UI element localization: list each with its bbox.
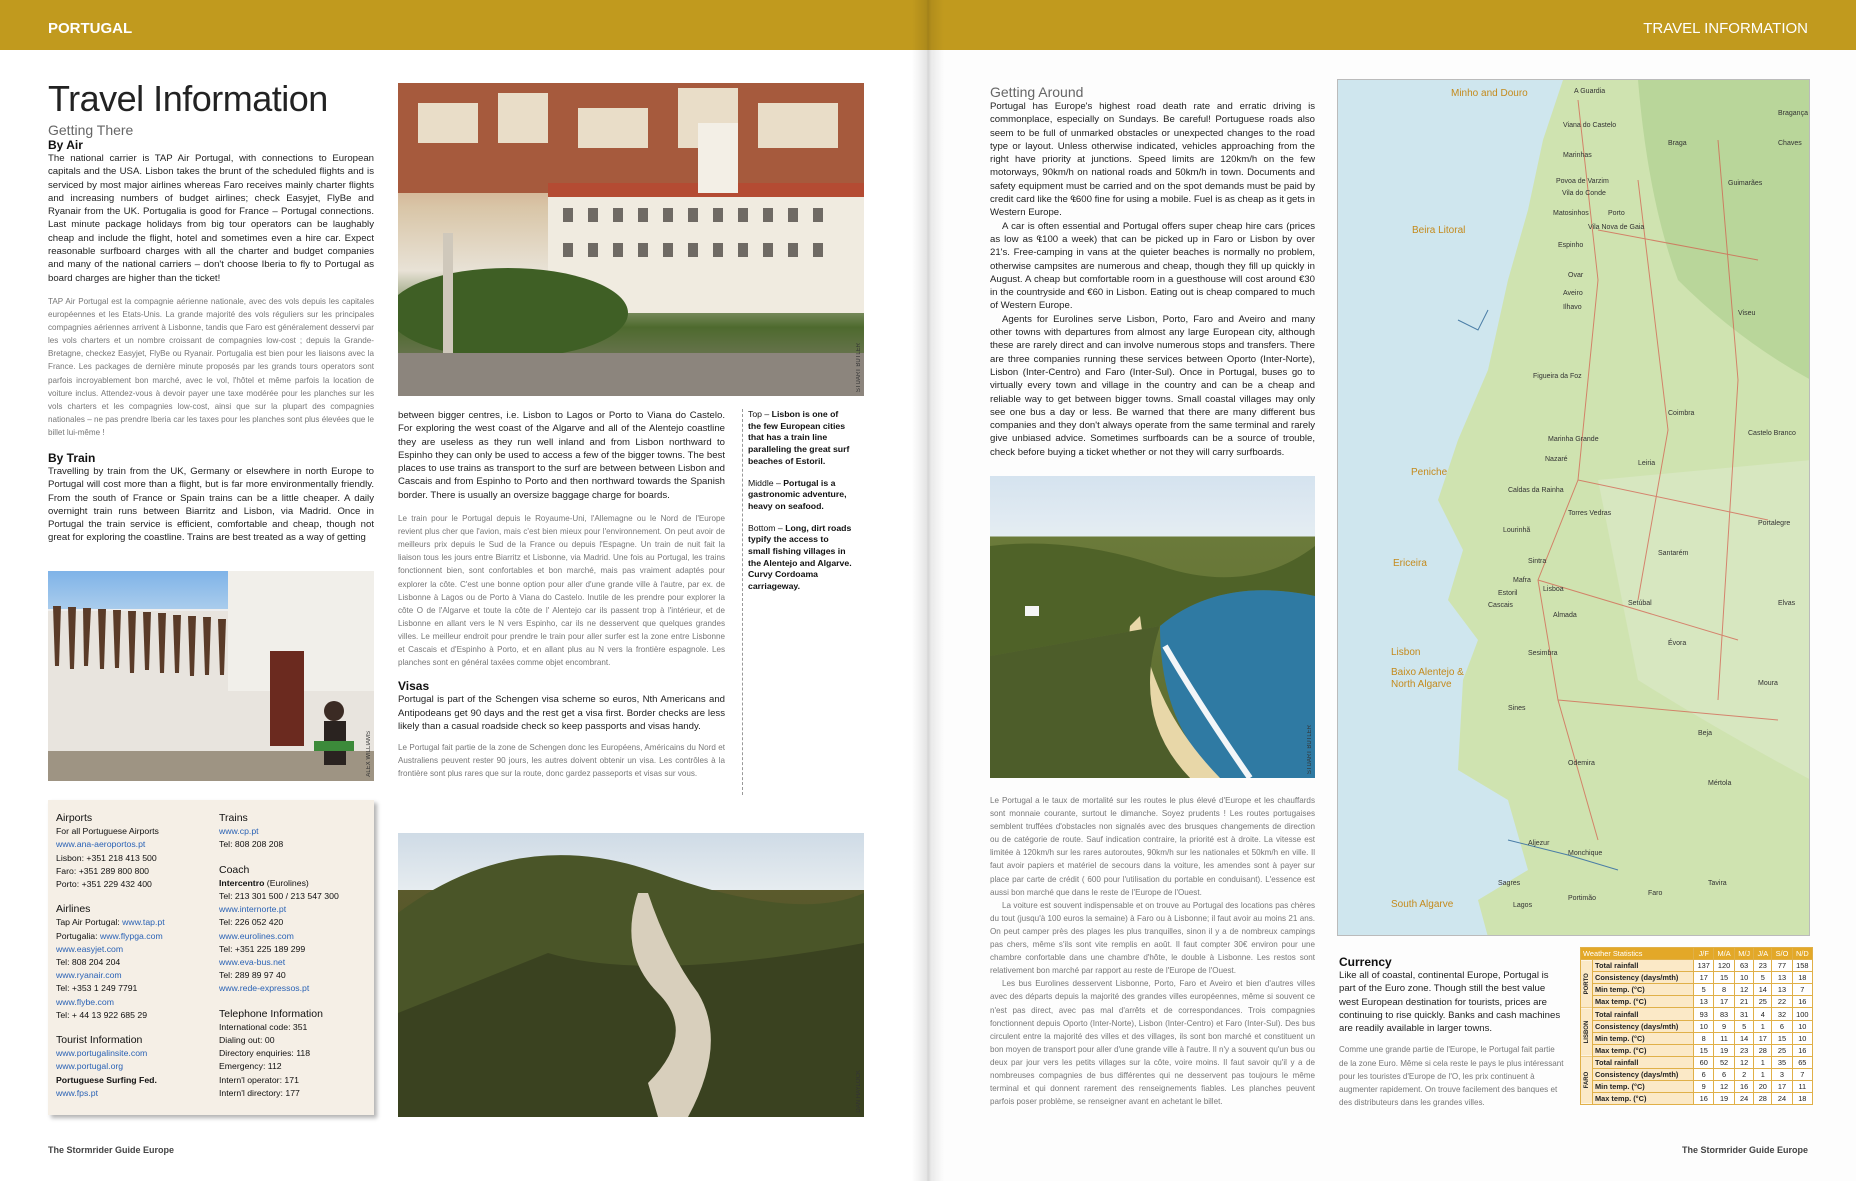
weather-cell: 60 xyxy=(1694,1056,1714,1068)
weather-cell: 13 xyxy=(1772,984,1792,996)
getting-around-column xyxy=(990,84,1315,459)
weather-cell: 32 xyxy=(1772,1008,1792,1020)
tap-line xyxy=(56,916,216,929)
weather-cell: 35 xyxy=(1772,1056,1792,1068)
getting-around-p1: Portugal has Europe's highest road death rate and erratic driving is commonplace, especially on Sundays. Be careful! Portuguese roads also seem to be full of unmarked obstacles or unexpected changes to the road type or layout. Unless otherwise indicated, vehicles approaching from the right have priority at junctions. Speed limits are 120km/h on the few motorways, 90km/h on national roads and 50km/h in town. Documents and safety equipment must be carried and on the spot demands must be paid by credit card like the ₠600 fine for using a mobile. Fuel is as cheap as it gets in Western Europe. xyxy=(990,101,1315,219)
weather-cell: 8 xyxy=(1694,1032,1714,1044)
porto-airport-phone: Porto: +351 229 432 400 xyxy=(56,879,152,890)
weather-cell: 17 xyxy=(1772,1081,1792,1093)
weather-cell: 24 xyxy=(1772,1093,1792,1105)
weather-cell: 17 xyxy=(1694,972,1714,984)
caption-top-label: Top – xyxy=(748,409,772,419)
page-title: Travel Information xyxy=(48,78,328,119)
caption-middle-label: Middle – xyxy=(748,477,784,488)
weather-row xyxy=(1581,1020,1813,1032)
weather-col-5: S/O xyxy=(1772,948,1792,960)
dried-fish-photo xyxy=(48,571,374,781)
map-place-label: Viana do Castelo xyxy=(1563,122,1617,129)
airports-link[interactable]: www.ana-aeroportos.pt xyxy=(56,839,146,850)
weather-cell: 16 xyxy=(1792,996,1812,1008)
weather-row-label: Total rainfall xyxy=(1593,960,1694,972)
lisbon-photo xyxy=(398,83,864,396)
weather-cell: 23 xyxy=(1754,960,1772,972)
dried-fish-illustration xyxy=(48,571,374,781)
map-place-label: Coimbra xyxy=(1668,410,1695,417)
weather-cell: 16 xyxy=(1734,1081,1753,1093)
weather-city-label: PORTO xyxy=(1581,960,1593,1008)
weather-cell: 6 xyxy=(1694,1068,1714,1080)
photo-captions xyxy=(748,409,852,603)
weather-cell: 137 xyxy=(1694,960,1714,972)
faro-airport-phone: Faro: +351 289 800 800 xyxy=(56,865,149,876)
weather-cell: 5 xyxy=(1694,984,1714,996)
portugalia-label: Portugalia: xyxy=(56,930,100,941)
caption-divider xyxy=(742,409,743,795)
coach-title: Coach xyxy=(219,863,250,876)
weather-cell: 15 xyxy=(1772,1032,1792,1044)
visas-text: Portugal is part of the Schengen visa scheme so euros, Nth Americans and Antipodeans get 90 days and the rest get a visa first. Border checks are less likely than a casual roadside check so keep passports and visas handy. xyxy=(398,694,725,732)
map-place-label: Moura xyxy=(1758,680,1778,687)
beach-photo xyxy=(990,476,1315,778)
weather-cell: 52 xyxy=(1714,1056,1735,1068)
by-train-heading: By Train xyxy=(48,451,96,465)
weather-col-3: M/J xyxy=(1734,948,1753,960)
weather-cell: 10 xyxy=(1734,972,1753,984)
weather-cell: 3 xyxy=(1772,1068,1792,1080)
weather-cell: 12 xyxy=(1714,1081,1735,1093)
map-region-lisbon: Lisbon xyxy=(1391,647,1421,658)
map-place-label: Sesimbra xyxy=(1528,650,1558,657)
tourist-link-2[interactable]: www.portugal.org xyxy=(56,1061,124,1072)
weather-cell: 16 xyxy=(1694,1093,1714,1105)
visas-french: Le Portugal fait partie de la zone de Schengen donc les Européens, Américains du Nord et Australiens peuvent rester 90 jours, les autres doivent obtenir un visa. Les contrôles à la frontière sont plus rares que sur la route, donc gardez passeports et visas sur vous. xyxy=(398,743,725,779)
weather-row-label: Min temp. (°C) xyxy=(1593,1032,1694,1044)
getting-around-french xyxy=(990,794,1315,1108)
map-place-label: Braga xyxy=(1668,140,1687,147)
currency-french: Comme une grande partie de l'Europe, le Portugal fait partie de la zone Euro. Même si cela reste le pays le plus intéressant pour les touristes d'Europe de l'O, les prix continuent à augmenter rapidement. On trouve facilement des banques et des distributeurs dans les grandes villes. xyxy=(1339,1045,1564,1107)
weather-cell: 65 xyxy=(1792,1056,1812,1068)
map-place-label: Espinho xyxy=(1558,242,1584,249)
column-1 xyxy=(48,122,374,545)
map-place-label: Ilhavo xyxy=(1563,304,1582,311)
weather-row xyxy=(1581,960,1813,972)
map-place-label: Évora xyxy=(1668,640,1687,647)
column-2 xyxy=(398,409,725,780)
weather-cell: 100 xyxy=(1792,1008,1812,1020)
dialing-out: Dialing out: 00 xyxy=(219,1035,275,1046)
portugal-map xyxy=(1337,79,1810,936)
weather-row xyxy=(1581,1068,1813,1080)
weather-col-6: N/D xyxy=(1792,948,1812,960)
weather-row xyxy=(1581,984,1813,996)
airports-title: Airports xyxy=(56,812,93,824)
weather-cell: 22 xyxy=(1772,996,1792,1008)
weather-cell: 19 xyxy=(1714,1044,1735,1056)
map-place-label: Bragança xyxy=(1778,110,1808,117)
easyjet-phone: Tel: 808 204 204 xyxy=(56,957,121,968)
map-place-label: Sines xyxy=(1508,705,1526,712)
by-train-text-continued: between bigger centres, i.e. Lisbon to Lagos or Porto to Viana do Castelo. For exploring the west coast of the Algarve and all of the Alentejo coastline they are useless as they run well inland and from Lisbon northward to Espinho they can only be used to access a few of the bigger towns. The best places to use trains as transport to the surf are between between Lisbon and Cascais and from Espinho to Porto and then northward towards the Spanish border. There is usually an oversize baggage charge for boards. xyxy=(398,410,725,501)
visas-heading: Visas xyxy=(398,679,430,694)
telephone-title: Telephone Information xyxy=(219,1007,323,1020)
photo-credit-beach: STUART BUTLER xyxy=(1307,724,1313,774)
map-place-label: Faro xyxy=(1648,890,1663,897)
weather-cell: 10 xyxy=(1694,1020,1714,1032)
weather-cell: 4 xyxy=(1754,1008,1772,1020)
weather-cell: 15 xyxy=(1714,972,1735,984)
weather-header-row xyxy=(1581,948,1813,960)
getting-around-p3: Agents for Eurolines serve Lisbon, Porto, Faro and Aveiro and many other towns with departures from almost any large European city, although these are rarely direct and can involve numerous stops and transfers. There are three companies running these services between Oporto (Inter-Norte), Lisbon (Inter-Centro) and Faro (Inter-Sul). Once in Portugal, buses go to virtually every town and village in the country and can be a cheap and reliable way to get between bigger towns. Small coastal villages may only see one bus a day or less. Be warned that there are many different bus companies and they don't always operate from the same terminal and rarely give unbiased advice. Sometimes surfboards can be a source of trouble, check before buying a ticket whether or not they will carry surfboards. xyxy=(990,313,1315,458)
weather-row-label: Consistency (days/mth) xyxy=(1593,1020,1694,1032)
weather-row xyxy=(1581,1093,1813,1105)
right-footer: The Stormrider Guide Europe xyxy=(1681,1145,1808,1155)
by-train-text: Travelling by train from the UK, Germany or elsewhere in north Europe to Portugal will cost more than a flight, but is far more environmentally friendly. From the south of France or Spain trains can be a little cheaper. A daily overnight train runs between Biarritz and Lisbon, via Madrid. Once in Portugal the train service is efficient, comfortable and cheap, though not great for exploring the coastline. Trains are best treated as a way of getting xyxy=(48,466,374,544)
weather-col-4: J/A xyxy=(1754,948,1772,960)
surf-fed-link[interactable]: www.fps.pt xyxy=(56,1087,99,1098)
weather-cell: 14 xyxy=(1754,984,1772,996)
map-place-label: Aveiro xyxy=(1563,290,1583,297)
map-place-label: Portimão xyxy=(1568,895,1597,902)
weather-cell: 6 xyxy=(1772,1020,1792,1032)
flybe-phone: Tel: + 44 13 922 685 29 xyxy=(56,1009,148,1020)
portugalia-link[interactable]: www.flypga.com xyxy=(99,930,163,941)
beach-illustration xyxy=(990,476,1315,778)
by-air-heading: By Air xyxy=(48,138,83,152)
photo-credit-lisbon: STUART BUTLER xyxy=(856,342,862,392)
currency-text: Like all of coastal, continental Europe, Portugal is part of the Euro zone. Though still the best value west European destination for tourists, prices are continuing to rise quickly. Banks and cash machines are readily available in larger towns. xyxy=(1339,970,1561,1035)
weather-cell: 9 xyxy=(1714,1020,1735,1032)
weather-cell: 11 xyxy=(1714,1032,1735,1044)
caption-bottom xyxy=(748,523,852,593)
map-place-label: Vila Nova de Gaia xyxy=(1588,224,1645,231)
map-place-label: Sintra xyxy=(1528,558,1547,565)
caption-top-text: Lisbon is one of the few European cities that has a train line paralleling the great surf beaches of Estoril. xyxy=(748,409,850,466)
map-place-label: Guimarães xyxy=(1728,180,1763,187)
getting-around-fr1: Le Portugal a le taux de mortalité sur les routes le plus élevé d'Europe et les chauffards sont monnaie courante, surtout le dimanche. Soyez prudents ! Les routes portugaises semblent truffées d'obstacles non signalés avec des brusques changements de direction ou de catégorie de route. Sauf indication contraire, la priorité est à droite. La vitesse est limitée à 120km/h sur les rares autoroutes, 90km/h sur les nationales et 50km/h en ville. Il faut avoir papiers et matériel de secours dans la voiture, les amendes sont à payer sur place par carte de crédit ( 600 pour l'utilisation du portable en conduisant). L'essence est aussi bon marché que dans le reste de l'Europe de l'Ouest. xyxy=(990,796,1315,897)
map-place-label: Porto xyxy=(1608,210,1625,217)
intl-operator: Intern'l operator: 171 xyxy=(219,1074,299,1085)
map-region-minho: Minho and Douro xyxy=(1451,88,1528,99)
intercentro-name: Intercentro xyxy=(219,877,265,888)
weather-cell: 16 xyxy=(1792,1044,1812,1056)
map-place-label: Figueira da Foz xyxy=(1533,373,1582,380)
weather-cell: 8 xyxy=(1714,984,1735,996)
weather-cell: 2 xyxy=(1734,1068,1753,1080)
map-place-label: Almada xyxy=(1553,612,1577,619)
internorte-phone: Tel: 226 052 420 xyxy=(219,917,284,928)
right-header: TRAVEL INFORMATION xyxy=(928,0,1856,50)
weather-cell: 93 xyxy=(1694,1008,1714,1020)
weather-cell: 9 xyxy=(1694,1081,1714,1093)
map-place-label: Mértola xyxy=(1708,780,1732,787)
left-footer: The Stormrider Guide Europe xyxy=(48,1145,175,1155)
left-header: PORTUGAL xyxy=(0,0,928,50)
evabus-link[interactable]: www.eva-bus.net xyxy=(219,957,286,968)
map-place-label: Marinhas xyxy=(1563,152,1592,159)
map-place-label: Vila do Conde xyxy=(1562,190,1606,197)
by-train-french: Le train pour le Portugal depuis le Royaume-Uni, l'Allemagne ou le Nord de l'Europe revient plus cher que l'avion, mais c'est bien mieux pour l'environnement. On peut avoir de meilleurs prix depuis le Sud de la France ou depuis l'Espagne. Un train de nuit fait la liaison tous les jours entre Biarritz et Lisbonne, via Madrid. Une fois au Portugal, les trains fonctionnent bien, sont confortables et bon marché, mais pas vraiment adaptés pour explorer la côte. C'est une bonne option pour aller d'une grande ville à l'autre, par ex. de Lisbonne à Lagos ou de Porto à Viana do Castelo. Inutile de les prendre pour explorer la côte O de l'Algarve et toute la côte de l' Alentejo car ils passent trop à l'intérieur, et de Lisbonne en allant vers le N vers Espinho, car ils ne desservent que quelques grandes villes. Le meilleur endroit pour prendre le train pour aller surfer est la zone entre Lisbonne et Cascais et d'Espinho à Porto, et en allant plus au N vers la frontière espagnole. Les planches sont en général taxées comme objet encombrant. xyxy=(398,514,725,668)
ryanair-phone: Tel: +353 1 249 7791 xyxy=(56,983,138,994)
weather-cell: 63 xyxy=(1734,960,1753,972)
weather-row-label: Min temp. (°C) xyxy=(1593,1081,1694,1093)
intercentro-line xyxy=(219,877,369,890)
map-place-label: Tavira xyxy=(1708,880,1727,887)
map-region-beira: Beira Litoral xyxy=(1412,225,1466,236)
map-place-label: Santarém xyxy=(1658,550,1689,557)
map-place-label: Lisboa xyxy=(1543,586,1564,593)
weather-row-label: Max temp. (°C) xyxy=(1593,996,1694,1008)
weather-row xyxy=(1581,996,1813,1008)
weather-cell: 1 xyxy=(1754,1056,1772,1068)
map-place-label: Estoril xyxy=(1498,590,1518,597)
weather-row xyxy=(1581,1008,1813,1020)
weather-cell: 5 xyxy=(1754,972,1772,984)
weather-row xyxy=(1581,1044,1813,1056)
weather-cell: 14 xyxy=(1734,1032,1753,1044)
map-place-label: Povoa de Varzim xyxy=(1556,178,1609,185)
map-place-label: Leiria xyxy=(1638,460,1656,467)
intercentro-suffix: (Eurolines) xyxy=(264,877,309,888)
map-place-label: Marinha Grande xyxy=(1548,436,1599,443)
weather-cell: 120 xyxy=(1714,960,1735,972)
eurolines-phone: Tel: +351 225 189 299 xyxy=(219,943,306,954)
weather-cell: 13 xyxy=(1694,996,1714,1008)
weather-cell: 21 xyxy=(1734,996,1753,1008)
getting-around-p2: A car is often essential and Portugal offers super cheap hire cars (prices as low as ₠100 a week) that can be picked up in Faro or Lisbon by over 21's. Free-camping in vans at the quieter beaches is normally no problem, otherwise campsites are numerous and cheap, though they fill up quickly in August. A cheap but comfortable room in a guesthouse will cost around €30 in the countryside and €60 in Lisbon. Eating out is cheap compared to much of Western Europe. xyxy=(990,220,1315,312)
weather-cell: 20 xyxy=(1754,1081,1772,1093)
weather-cell: 1 xyxy=(1754,1068,1772,1080)
lisbon-illustration xyxy=(398,83,864,396)
weather-table xyxy=(1580,947,1813,1105)
contacts-col-2 xyxy=(219,810,369,1100)
map-illustration xyxy=(1338,80,1810,936)
map-place-label: A Guardia xyxy=(1574,88,1606,95)
weather-title: Weather Statistics xyxy=(1581,948,1694,960)
evabus-phone: Tel: 289 89 97 40 xyxy=(219,970,286,981)
map-place-label: Mafra xyxy=(1513,577,1531,584)
flybe-link[interactable]: www.flybe.com xyxy=(56,996,114,1007)
currency-heading: Currency xyxy=(1339,955,1392,969)
weather-row-label: Max temp. (°C) xyxy=(1593,1093,1694,1105)
map-place-label: Sagres xyxy=(1498,880,1521,887)
internorte-link[interactable]: www.internorte.pt xyxy=(219,904,287,915)
weather-cell: 17 xyxy=(1754,1032,1772,1044)
emergency-number: Emergency: 112 xyxy=(219,1061,282,1072)
weather-cell: 12 xyxy=(1734,984,1753,996)
weather-cell: 25 xyxy=(1772,1044,1792,1056)
weather-cell: 18 xyxy=(1792,1093,1812,1105)
weather-cell: 28 xyxy=(1754,1093,1772,1105)
airlines-title: Airlines xyxy=(56,903,91,916)
weather-row xyxy=(1581,972,1813,984)
eurolines-link[interactable]: www.eurolines.com xyxy=(219,930,294,941)
map-place-label: Setúbal xyxy=(1628,600,1652,607)
tap-label: Tap Air Portugal: xyxy=(56,917,123,928)
directory-enquiries: Directory enquiries: 118 xyxy=(219,1048,311,1059)
weather-cell: 10 xyxy=(1792,1032,1812,1044)
caption-middle-text: Portugal is a gastronomic adventure, heavy on seafood. xyxy=(748,477,847,511)
map-place-label: Beja xyxy=(1698,730,1713,737)
map-place-label: Lourinhã xyxy=(1503,527,1531,534)
intercentro-phone: Tel: 213 301 500 / 213 547 300 xyxy=(219,891,339,902)
dirt-road-photo xyxy=(398,833,864,1117)
contacts-box xyxy=(48,800,374,1115)
weather-row-label: Total rainfall xyxy=(1593,1008,1694,1020)
weather-cell: 28 xyxy=(1754,1044,1772,1056)
trains-link[interactable]: www.cp.pt xyxy=(219,826,259,837)
weather-row-label: Min temp. (°C) xyxy=(1593,984,1694,996)
map-place-label: Monchique xyxy=(1568,850,1603,857)
getting-there-heading: Getting There xyxy=(48,122,134,138)
map-place-label: Ovar xyxy=(1568,272,1584,279)
weather-row-label: Total rainfall xyxy=(1593,1056,1694,1068)
weather-cell: 13 xyxy=(1772,972,1792,984)
weather-row xyxy=(1581,1056,1813,1068)
map-place-label: Matosinhos xyxy=(1553,210,1589,217)
airports-sub: For all Portuguese Airports xyxy=(56,826,159,837)
caption-bottom-label: Bottom – xyxy=(748,522,786,533)
weather-row-label: Consistency (days/mth) xyxy=(1593,1068,1694,1080)
contacts-col-1 xyxy=(56,810,216,1100)
map-place-label: Castelo Branco xyxy=(1748,430,1796,437)
intl-directory: Intern'l directory: 177 xyxy=(219,1087,300,1098)
map-region-peniche: Peniche xyxy=(1411,467,1448,478)
map-place-label: Nazaré xyxy=(1545,456,1568,463)
weather-col-1: J/F xyxy=(1694,948,1714,960)
weather-cell: 19 xyxy=(1714,1093,1735,1105)
map-region-baixo: Baixo Alentejo & North Algarve xyxy=(1391,667,1464,690)
weather-cell: 12 xyxy=(1734,1056,1753,1068)
weather-city-label: LISBON xyxy=(1581,1008,1593,1056)
weather-cell: 24 xyxy=(1734,1093,1753,1105)
weather-cell: 158 xyxy=(1792,960,1812,972)
weather-cell: 23 xyxy=(1734,1044,1753,1056)
map-place-label: Chaves xyxy=(1778,140,1802,147)
weather-cell: 77 xyxy=(1772,960,1792,972)
weather-cell: 5 xyxy=(1734,1020,1753,1032)
ryanair-link[interactable]: www.ryanair.com xyxy=(56,970,122,981)
map-place-label: Portalegre xyxy=(1758,520,1791,527)
photo-credit-road: DAN HAYLOCK xyxy=(856,1070,862,1113)
tap-link[interactable]: www.tap.pt xyxy=(122,917,165,928)
rede-link[interactable]: www.rede-expressos.pt xyxy=(219,983,310,994)
weather-cell: 1 xyxy=(1754,1020,1772,1032)
caption-middle xyxy=(748,478,852,513)
portugalia-line xyxy=(56,930,216,943)
caption-bottom-text: Long, dirt roads typify the access to small fishing villages in the Alentejo and Algarve. Curvy Cordoama carriageway. xyxy=(748,522,852,592)
weather-city-label: FARO xyxy=(1581,1056,1593,1104)
map-place-label: Viseu xyxy=(1738,310,1756,317)
map-place-label: Elvas xyxy=(1778,600,1796,607)
surf-fed-name: Portuguese Surfing Fed. xyxy=(56,1074,157,1085)
by-air-text: The national carrier is TAP Air Portugal, with connections to European capitals and the USA. Lisbon takes the brunt of the scheduled flights and is serviced by most major airlines whereas Faro receives mainly charter flights and increasing numbers of budget airlines; check Easyjet, FlyBe and Ryanair from the UK. Portugalia is good for France – Portugal connections. Last minute package holidays from big tour operators can be laughably cheap and include the flight, hotel and sometimes even a hire car. Expect reasonable surfboard charges with all the charter and budget companies and many of the national carriers – don't choose Iberia to fly to Portugal as board charges are higher than the ticket! xyxy=(48,153,374,284)
trains-title: Trains xyxy=(219,812,248,824)
map-place-label: Caldas da Rainha xyxy=(1508,487,1564,494)
weather-cell: 7 xyxy=(1792,984,1812,996)
weather-cell: 31 xyxy=(1734,1008,1753,1020)
map-place-label: Torres Vedras xyxy=(1568,510,1612,517)
lisbon-airport-phone: Lisbon: +351 218 413 500 xyxy=(56,852,157,863)
map-place-label: Cascais xyxy=(1488,602,1513,609)
weather-cell: 6 xyxy=(1714,1068,1735,1080)
weather-cell: 11 xyxy=(1792,1081,1812,1093)
weather-row-label: Consistency (days/mth) xyxy=(1593,972,1694,984)
trains-phone: Tel: 808 208 208 xyxy=(219,839,284,850)
weather-row-label: Max temp. (°C) xyxy=(1593,1044,1694,1056)
weather-cell: 18 xyxy=(1792,972,1812,984)
weather-cell: 10 xyxy=(1792,1020,1812,1032)
caption-top xyxy=(748,409,852,468)
intl-code: International code: 351 xyxy=(219,1021,308,1032)
map-place-label: Aljezur xyxy=(1528,840,1550,847)
tourist-title: Tourist Information xyxy=(56,1034,143,1047)
photo-credit-fish: ALEX WILLIAMS xyxy=(366,731,372,777)
dirt-road-illustration xyxy=(398,833,864,1117)
getting-around-heading: Getting Around xyxy=(990,84,1084,100)
weather-cell: 25 xyxy=(1754,996,1772,1008)
weather-cell: 7 xyxy=(1792,1068,1812,1080)
getting-around-fr2: La voiture est souvent indispensable et on trouve au Portugal des locations pas chères du tout (jusqu'à 100 euros la semaine) à Faro ou à Lisbonne; il faut avoir au moins 21 ans. On peut camper près des plages les plus tranquilles, sinon il y a de nombreux campings pas chers, même s'ils sont vite remplis en août. Il faut compter 30€ environ pour une chambre confortable dans une chambre d'hôte, le double à Lisbonne. Les restos sont relativement bon marché par rapport au reste de l'Europe de l'Ouest. xyxy=(990,900,1315,976)
by-air-french: TAP Air Portugal est la compagnie aérienne nationale, avec des vols depuis les capitales européennes et les Etats-Unis. La grande majorité des vols réguliers sur les principales compagnies aériennes arrivent à Lisbonne, tandis que Faro est généralement desservi par les vols charters et un nombre croissant de compagnies low-cost ; depuis la Grande-Bretagne, checkez Easyjet, FlyBe ou Ryanair. Portugalia est bien pour les liaisons avec la France. Les packages de dernière minute proposés par les grands tours operators sont parfois incroyablement bon marché, avec le vol, l'hôtel et même parfois la location de voiture inclus. Attendez-vous à devoir payer une taxe modérée pour les planches sur les vols charters et les compagnies low-cost, ainsi que sur la plupart des compagnies nationales – ne pas prendre Iberia car les taxes pour les planches sont plus élevées que le billet lui-même ! xyxy=(48,296,374,437)
weather-cell: 17 xyxy=(1714,996,1735,1008)
currency-column xyxy=(1339,955,1565,1109)
map-place-label: Lagos xyxy=(1513,902,1533,909)
weather-cell: 83 xyxy=(1714,1008,1735,1020)
weather-cell: 15 xyxy=(1694,1044,1714,1056)
getting-around-fr3: Les bus Eurolines desservent Lisbonne, Porto, Faro et Aveiro et bien d'autres villes avec des départs depuis la majorité des grandes villes européennes, même si souvent ce n'est pas direct, avec pas mal d'arrêts et de correspondances. Trois compagnies fonctionnent depuis Oporto (Inter-Norte), Lisbon (Inter-Centro) et Faro (Inter-Sul). Des bus circulent entre la majorité des villes et des villages, ils sont bon marché et constituent un bon moyen de transport pour aller d'une grande ville à l'autre. Il n'y a souvent qu'un bus ou deux par jour vers les petits villages sur la côte, voire moins. Il faut savoir qu'il y a de nombreuses compagnies de bus différentes qui ne desservent pas toujours le même terminal et qui donnent rarement des renseignements fiables. Les planches peuvent parfois poser problème, se renseigner avant en achetant le billet. xyxy=(990,979,1315,1107)
weather-row xyxy=(1581,1032,1813,1044)
map-place-label: Odemira xyxy=(1568,760,1595,767)
easyjet-link[interactable]: www.easyjet.com xyxy=(56,943,124,954)
map-region-south-algarve: South Algarve xyxy=(1391,899,1454,910)
tourist-link-1[interactable]: www.portugalinsite.com xyxy=(56,1048,148,1059)
map-region-ericeira: Ericeira xyxy=(1393,558,1427,569)
weather-col-2: M/A xyxy=(1714,948,1735,960)
weather-row xyxy=(1581,1081,1813,1093)
